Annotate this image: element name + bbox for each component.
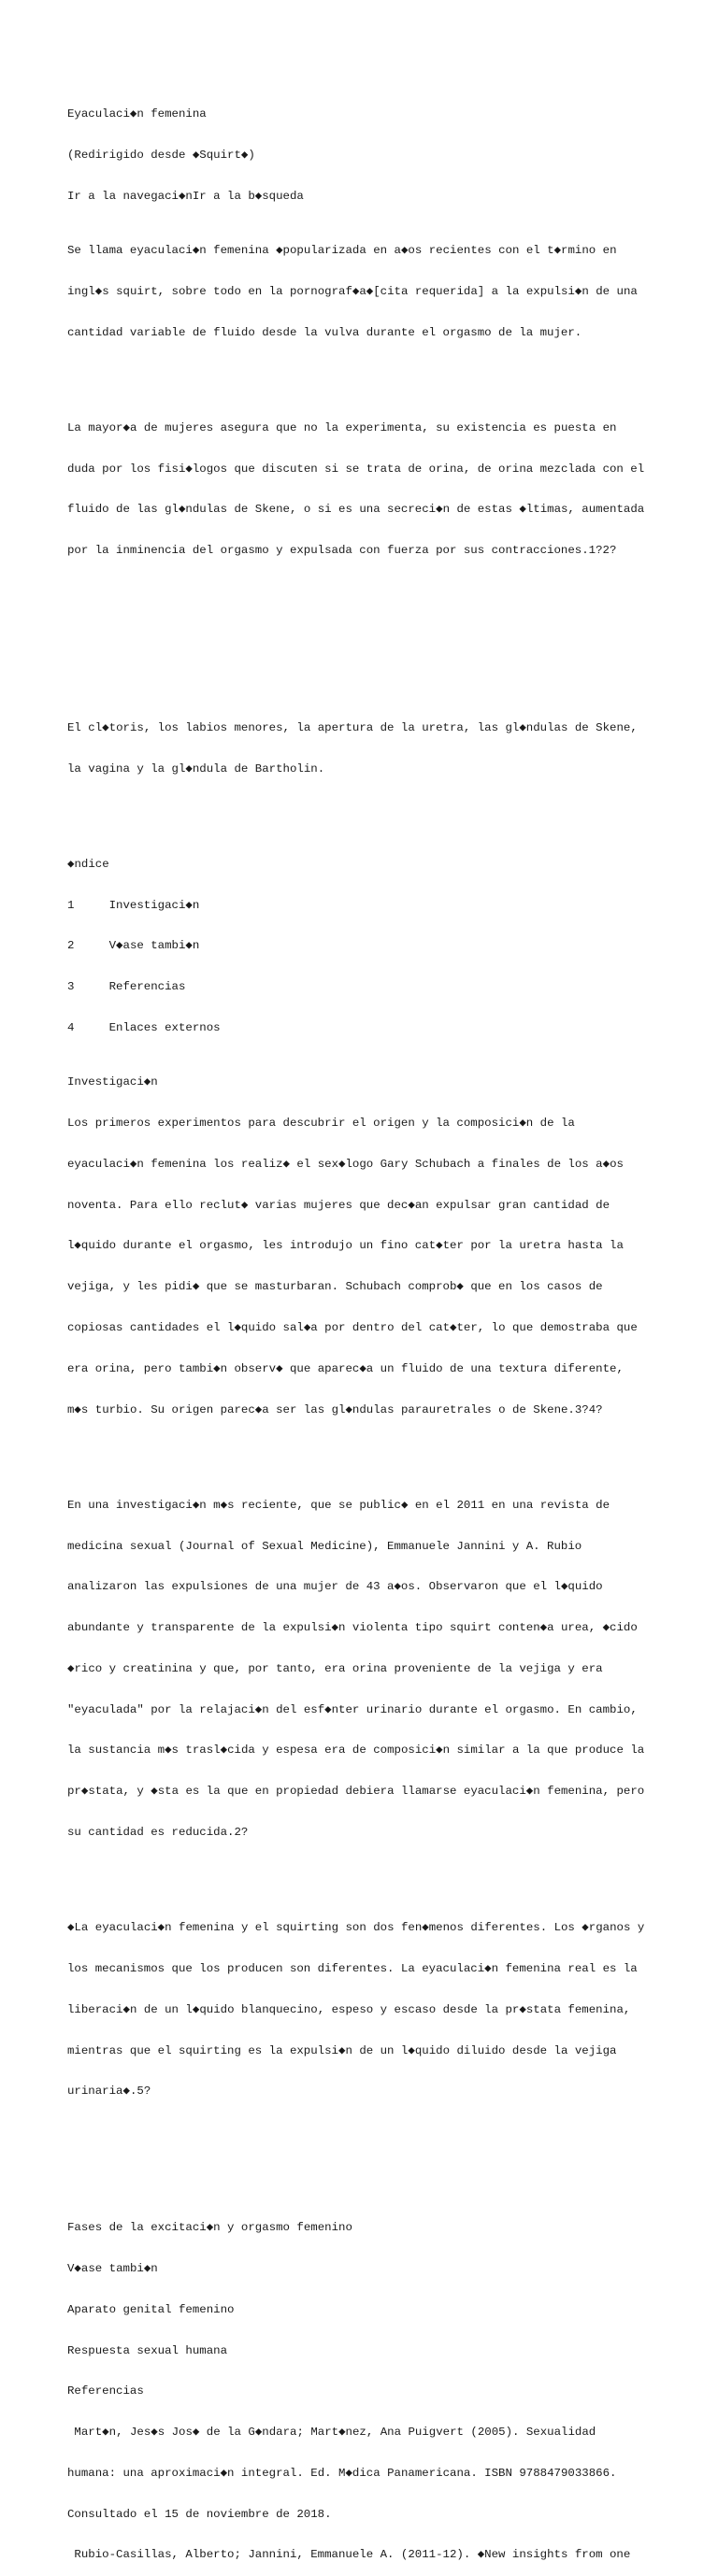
- toc-item-investigacion[interactable]: 1 Investigaci◆n: [67, 898, 200, 912]
- paragraph-line: duda por los fisi◆logos que discuten si se trata de orina, de orina mezclada con el: [67, 462, 645, 476]
- spacer: [67, 2167, 666, 2181]
- paragraph-line: m◆s turbio. Su origen parec◆a ser las gl◆ndulas parauretrales o de Skene.3?4?: [67, 1402, 603, 1416]
- reference-line: Mart◆n, Jes◆s Jos◆ de la G◆ndara; Mart◆nez, Ana Puigvert (2005). Sexualidad: [67, 2426, 596, 2440]
- vease-item-aparato[interactable]: Aparato genital femenino: [67, 2302, 235, 2316]
- redirect-note: (Redirigido desde ◆Squirt◆): [67, 148, 255, 162]
- paragraph-line: liberaci◆n de un l◆quido blanquecino, espeso y escaso desde la pr◆stata femenina,: [67, 2002, 631, 2016]
- image-caption-line: El cl◆toris, los labios menores, la apertura de la uretra, las gl◆ndulas de Skene,: [67, 720, 638, 734]
- intro-line: ingl◆s squirt, sobre todo en la pornograf◆a◆[cita requerida] a la expulsi◆n de una: [67, 284, 638, 298]
- reference-line: Consultado el 15 de noviembre de 2018.: [67, 2507, 332, 2521]
- image-caption-line: la vagina y la gl◆ndula de Bartholin.: [67, 761, 325, 776]
- reference-line: humana: una aproximaci◆n integral. Ed. M◆dica Panamericana. ISBN 9788479033866.: [67, 2466, 617, 2480]
- navigation-links[interactable]: Ir a la navegaci◆nIr a la b◆squeda: [67, 189, 304, 203]
- paragraph-line: analizaron las expulsiones de una mujer de 43 a◆os. Observaron que el l◆quido: [67, 1580, 603, 1594]
- paragraph-line: "eyaculada" por la relajaci◆n del esf◆nter urinario durante el orgasmo. En cambio,: [67, 1702, 638, 1716]
- spacer: [67, 1444, 666, 1458]
- paragraph-line: mientras que el squirting es la expulsi◆n de un l◆quido diluido desde la vejiga: [67, 2043, 617, 2057]
- intro-line: cantidad variable de fluido desde la vulva durante el orgasmo de la mujer.: [67, 325, 582, 339]
- paragraph-line: noventa. Para ello reclut◆ varias mujeres que dec◆an expulsar gran cantidad de: [67, 1198, 610, 1212]
- spacer: [67, 626, 666, 640]
- paragraph-line: urinaria◆.5?: [67, 2085, 151, 2099]
- spacer: [67, 1867, 666, 1881]
- spacer: [67, 667, 666, 681]
- intro-line: Se llama eyaculaci◆n femenina ◆popularizada en a◆os recientes con el t◆rmino en: [67, 244, 617, 258]
- paragraph-line: abundante y transparente de la expulsi◆n violenta tipo squirt conten◆a urea, ◆cido: [67, 1621, 638, 1635]
- section-heading-investigacion: Investigaci◆n: [67, 1075, 158, 1089]
- toc-item-vease[interactable]: 2 V◆ase tambi◆n: [67, 939, 200, 953]
- paragraph-line: Los primeros experimentos para descubrir el origen y la composici◆n de la: [67, 1117, 575, 1131]
- spacer: [67, 366, 666, 380]
- vease-item-respuesta[interactable]: Respuesta sexual humana: [67, 2343, 228, 2357]
- paragraph-line: medicina sexual (Journal of Sexual Medicine), Emmanuele Jannini y A. Rubio: [67, 1539, 582, 1553]
- document-page: [67, 80, 666, 2576]
- paragraph-line: ◆rico y creatinina y que, por tanto, era orina proveniente de la vejiga y era: [67, 1661, 603, 1675]
- image-caption-fases: Fases de la excitaci◆n y orgasmo femenino: [67, 2221, 352, 2235]
- paragraph-line: la sustancia m◆s trasl◆cida y espesa era de composici◆n similar a la que produce la: [67, 1743, 645, 1758]
- spacer: [67, 585, 666, 599]
- paragraph-line: pr◆stata, y ◆sta es la que en propiedad debiera llamarse eyaculaci◆n femenina, pero: [67, 1785, 645, 1799]
- paragraph-line: los mecanismos que los producen son diferentes. La eyaculaci◆n femenina real es la: [67, 1961, 638, 1975]
- paragraph-line: l◆quido durante el orgasmo, les introdujo un fino cat◆ter por la uretra hasta la: [67, 1239, 624, 1253]
- spacer: [67, 2126, 666, 2140]
- toc-item-referencias[interactable]: 3 Referencias: [67, 980, 186, 994]
- paragraph-line: su cantidad es reducida.2?: [67, 1826, 249, 1839]
- paragraph-line: era orina, pero tambi◆n observ◆ que aparec◆a un fluido de una textura diferente,: [67, 1361, 624, 1375]
- spacer: [67, 803, 666, 817]
- toc-heading: ◆ndice: [67, 857, 109, 871]
- page-title: Eyaculaci◆n femenina: [67, 107, 207, 121]
- paragraph-line: eyaculaci◆n femenina los realiz◆ el sex◆logo Gary Schubach a finales de los a◆os: [67, 1157, 624, 1171]
- paragraph-line: En una investigaci◆n m◆s reciente, que se public◆ en el 2011 en una revista de: [67, 1498, 610, 1512]
- paragraph-line: ◆La eyaculaci◆n femenina y el squirting son dos fen◆menos diferentes. Los ◆rganos y: [67, 1921, 645, 1935]
- paragraph-line: La mayor◆a de mujeres asegura que no la experimenta, su existencia es puesta en: [67, 420, 617, 434]
- toc-item-enlaces[interactable]: 4 Enlaces externos: [67, 1020, 221, 1034]
- reference-line: Rubio-Casillas, Alberto; Jannini, Emmanuele A. (2011-12). ◆New insights from one: [67, 2548, 631, 2562]
- section-heading-referencias: Referencias: [67, 2384, 144, 2398]
- paragraph-line: vejiga, y les pidi◆ que se masturbaran. Schubach comprob◆ que en los casos de: [67, 1280, 603, 1294]
- section-heading-vease: V◆ase tambi◆n: [67, 2262, 158, 2275]
- paragraph-line: fluido de las gl◆ndulas de Skene, o si es una secreci◆n de estas ◆ltimas, aumentada: [67, 503, 645, 517]
- paragraph-line: por la inminencia del orgasmo y expulsada con fuerza por sus contracciones.1?2?: [67, 544, 617, 558]
- paragraph-line: copiosas cantidades el l◆quido sal◆a por dentro del cat◆ter, lo que demostraba que: [67, 1321, 638, 1335]
